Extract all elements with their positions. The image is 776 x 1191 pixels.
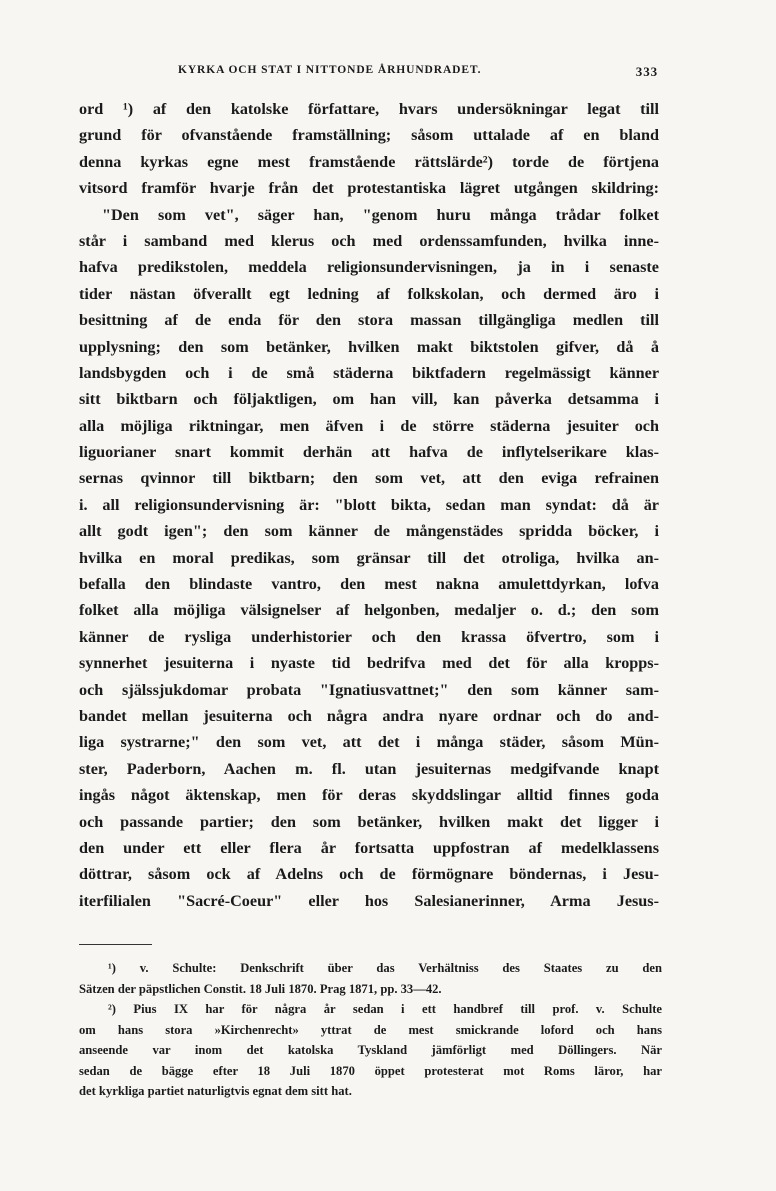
text-line: hvilka en moral predikas, som gränsar till det otroliga, hvilka an- bbox=[79, 548, 659, 567]
text-line: döttrar, såsom ock af Adelns och de förmögnare böndernas, i Jesu- bbox=[79, 865, 659, 884]
text-line: den under ett eller flera år fortsatta uppfostran af medelklassens bbox=[79, 838, 659, 857]
text-line: ingås något äktenskap, men för deras skyddslingar alltid finnes goda bbox=[79, 786, 659, 805]
text-line: sitt biktbarn och följaktligen, om han vill, kan påverka detsamma i bbox=[79, 390, 659, 409]
text-line: denna kyrkas egne mest framstående rättslärde²) torde de förtjena bbox=[79, 152, 659, 171]
main-text bbox=[79, 96, 659, 914]
text-line: allt godt igen"; den som känner de mångenstädes spridda böcker, i bbox=[79, 522, 659, 541]
footnote-line: ¹) v. Schulte: Denkschrift über das Verhältniss des Staates zu den bbox=[108, 961, 662, 975]
text-line: liguorianer snart kommit derhän att hafva de inflytelserikare klas- bbox=[79, 443, 659, 462]
page-number: 333 bbox=[635, 64, 658, 79]
text-line: liga systrarne;" den som vet, att det i många städer, såsom Mün- bbox=[79, 733, 659, 752]
text-line: alla möjliga riktningar, men äfven i de större städerna jesuiter och bbox=[79, 416, 659, 435]
footnote-line: det kyrkliga partiet naturligtvis egnat dem sitt hat. bbox=[79, 1084, 352, 1098]
text-line: ster, Paderborn, Aachen m. fl. utan jesuiternas medgifvande knapt bbox=[79, 759, 659, 778]
text-line: i. all religionsundervisning är: "blott bikta, sedan man syndat: då är bbox=[79, 495, 659, 514]
footnotes bbox=[79, 958, 662, 1102]
text-line: och själssjukdomar probata "Ignatiusvattnet;" den som känner sam- bbox=[79, 680, 659, 699]
footnote-divider bbox=[79, 944, 152, 945]
footnote-line: ²) Pius IX har för några år sedan i ett handbref till prof. v. Schulte bbox=[108, 1002, 662, 1016]
text-line: sernas qvinnor till biktbarn; den som vet, att den eviga refrainen bbox=[79, 469, 659, 488]
text-line: bandet mellan jesuiterna och några andra nyare ordnar och do and- bbox=[79, 706, 659, 725]
page-header bbox=[178, 64, 658, 82]
text-line: "Den som vet", säger han, "genom huru många trådar folket bbox=[102, 205, 659, 224]
footnote-line: Sätzen der päpstlichen Constit. 18 Juli 1870. Prag 1871, pp. 33—42. bbox=[79, 981, 442, 996]
footnote-line: sedan de bägge efter 18 Juli 1870 öppet protesterat mot Roms läror, har bbox=[79, 1063, 662, 1078]
text-line: synnerhet jesuiterna i nyaste tid bedrifva med det för alla kropps- bbox=[79, 654, 659, 673]
text-line: besittning af de enda för den stora massan tillgängliga medlen till bbox=[79, 311, 659, 330]
text-line: står i samband med klerus och med ordenssamfunden, hvilka inne- bbox=[79, 231, 659, 250]
text-line: ord ¹) af den katolske författare, hvars undersökningar legat till bbox=[79, 100, 659, 118]
text-line: vitsord framför hvarje från det protestantiska lägret utgången skildring: bbox=[79, 179, 659, 198]
text-line: befalla den blindaste vantro, den mest nakna amulettdyrkan, lofva bbox=[79, 575, 659, 594]
text-line: tider nästan öfverallt egt ledning af folkskolan, och dermed äro i bbox=[79, 284, 659, 303]
text-line: och passande partier; den som betänker, hvilken makt det ligger i bbox=[79, 812, 659, 831]
text-line: iterfilialen "Sacré-Coeur" eller hos Salesianerinner, Arma Jesus- bbox=[79, 891, 659, 910]
text-line: känner de rysliga underhistorier och den krassa öfvertro, som i bbox=[79, 627, 659, 646]
footnote-line: om hans stora »Kirchenrecht» yttrat de mest smickrande loford och hans bbox=[79, 1022, 662, 1037]
text-line: grund för ofvanstående framställning; såsom uttalade af en bland bbox=[79, 126, 659, 145]
footnote-line: anseende var inom det katolska Tyskland jämförligt med Döllingers. När bbox=[79, 1043, 662, 1057]
text-line: hafva predikstolen, meddela religionsundervisningen, ja in i senaste bbox=[79, 258, 659, 277]
text-line: folket alla möjliga välsignelser af helgonben, medaljer o. d.; den som bbox=[79, 601, 659, 620]
running-title: KYRKA OCH STAT I NITTONDE ÅRHUNDRADET. bbox=[178, 64, 482, 76]
text-line: upplysning; den som betänker, hvilken makt biktstolen gifver, då å bbox=[79, 337, 659, 356]
text-line: landsbygden och i de små städerna biktfadern regelmässigt känner bbox=[79, 363, 659, 382]
